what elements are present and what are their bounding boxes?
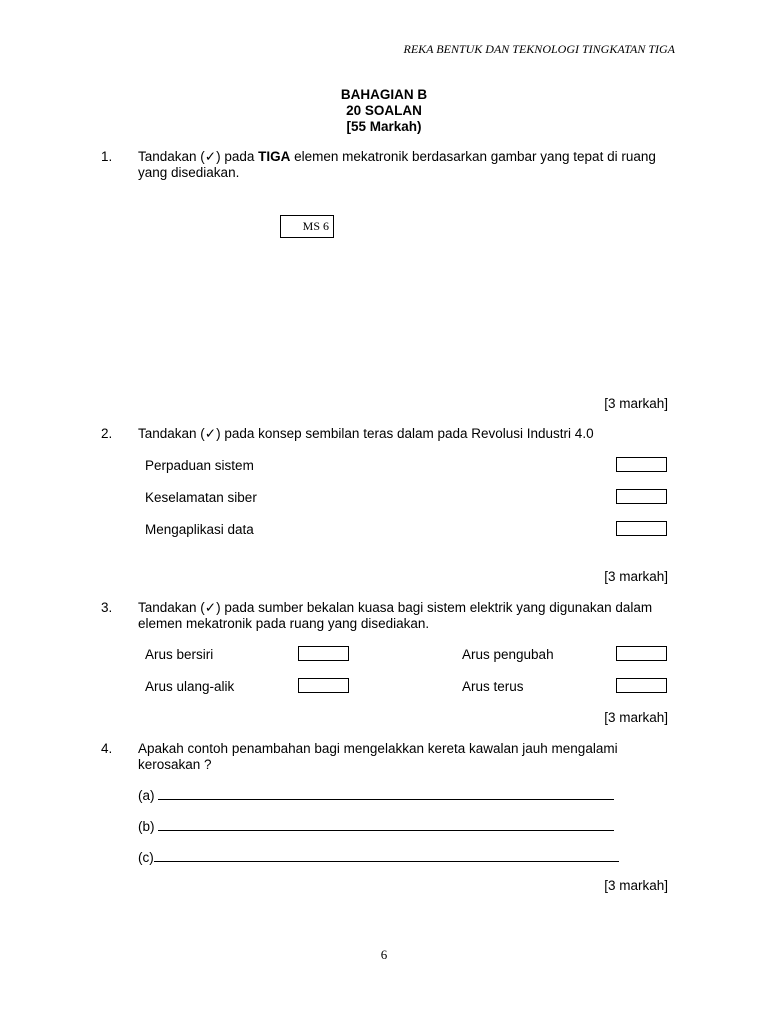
question-3-text: Tandakan (✓) pada sumber bekalan kuasa bagi sistem elektrik yang digunakan dalam elemen mekatronik pada ruang yang disediakan.: [138, 600, 653, 631]
question-2-option-2: Keselamatan siber: [145, 490, 257, 505]
question-3-number: 3.: [101, 600, 113, 615]
section-title: BAHAGIAN B: [340, 87, 428, 102]
question-2-option-1: Perpaduan sistem: [145, 458, 254, 473]
question-3-checkbox-3[interactable]: [616, 646, 667, 661]
answer-line-a: [138, 787, 614, 803]
question-3-option-2: Arus ulang-alik: [145, 679, 235, 694]
question-3-option-4: Arus terus: [462, 679, 524, 694]
question-3-checkbox-4[interactable]: [616, 678, 667, 693]
question-2-checkbox-2[interactable]: [616, 489, 667, 504]
question-2-option-3: Mengaplikasi data: [145, 522, 254, 537]
question-2-marks: [3 markah]: [604, 569, 668, 584]
question-3-option-3: Arus pengubah: [462, 647, 554, 662]
page-number: 6: [380, 947, 388, 962]
question-1-number: 1.: [101, 149, 113, 164]
answer-line-c: [138, 849, 619, 865]
answer-field-a[interactable]: [158, 787, 614, 800]
answer-field-c[interactable]: [154, 849, 619, 862]
question-1-text-bold: TIGA: [258, 149, 291, 164]
question-3-checkbox-1[interactable]: [298, 646, 349, 661]
question-1-text: [138, 149, 658, 181]
question-4-text: Apakah contoh penambahan bagi mengelakkan kereta kawalan jauh mengalami kerosakan ?: [138, 741, 618, 772]
question-1-text-pre: Tandakan (✓) pada: [138, 149, 259, 164]
question-2-checkbox-3[interactable]: [616, 521, 667, 536]
answer-label-c: (c): [138, 850, 154, 865]
answer-line-b: [138, 818, 614, 834]
question-3-checkbox-2[interactable]: [298, 678, 349, 693]
section-question-count: 20 SOALAN: [346, 103, 422, 118]
question-4-number: 4.: [101, 741, 113, 756]
answer-label-b: (b): [138, 819, 155, 834]
question-3-marks: [3 markah]: [604, 710, 668, 725]
figure-label-box: MS 6: [280, 215, 334, 238]
section-total-marks: [55 Markah): [346, 119, 422, 134]
question-2-checkbox-1[interactable]: [616, 457, 667, 472]
answer-field-b[interactable]: [158, 818, 614, 831]
question-1-text-post: elemen mekatronik berdasarkan gambar yang tepat di ruang yang disediakan.: [138, 149, 656, 180]
answer-label-a: (a): [138, 788, 155, 803]
question-2-number: 2.: [101, 426, 113, 441]
question-4-marks: [3 markah]: [604, 878, 668, 893]
running-header: REKA BENTUK DAN TEKNOLOGI TINGKATAN TIGA: [403, 42, 675, 56]
question-3-option-1: Arus bersiri: [145, 647, 214, 662]
question-2-text: Tandakan (✓) pada konsep sembilan teras dalam pada Revolusi Industri 4.0: [138, 426, 594, 441]
question-1-marks: [3 markah]: [604, 396, 668, 411]
